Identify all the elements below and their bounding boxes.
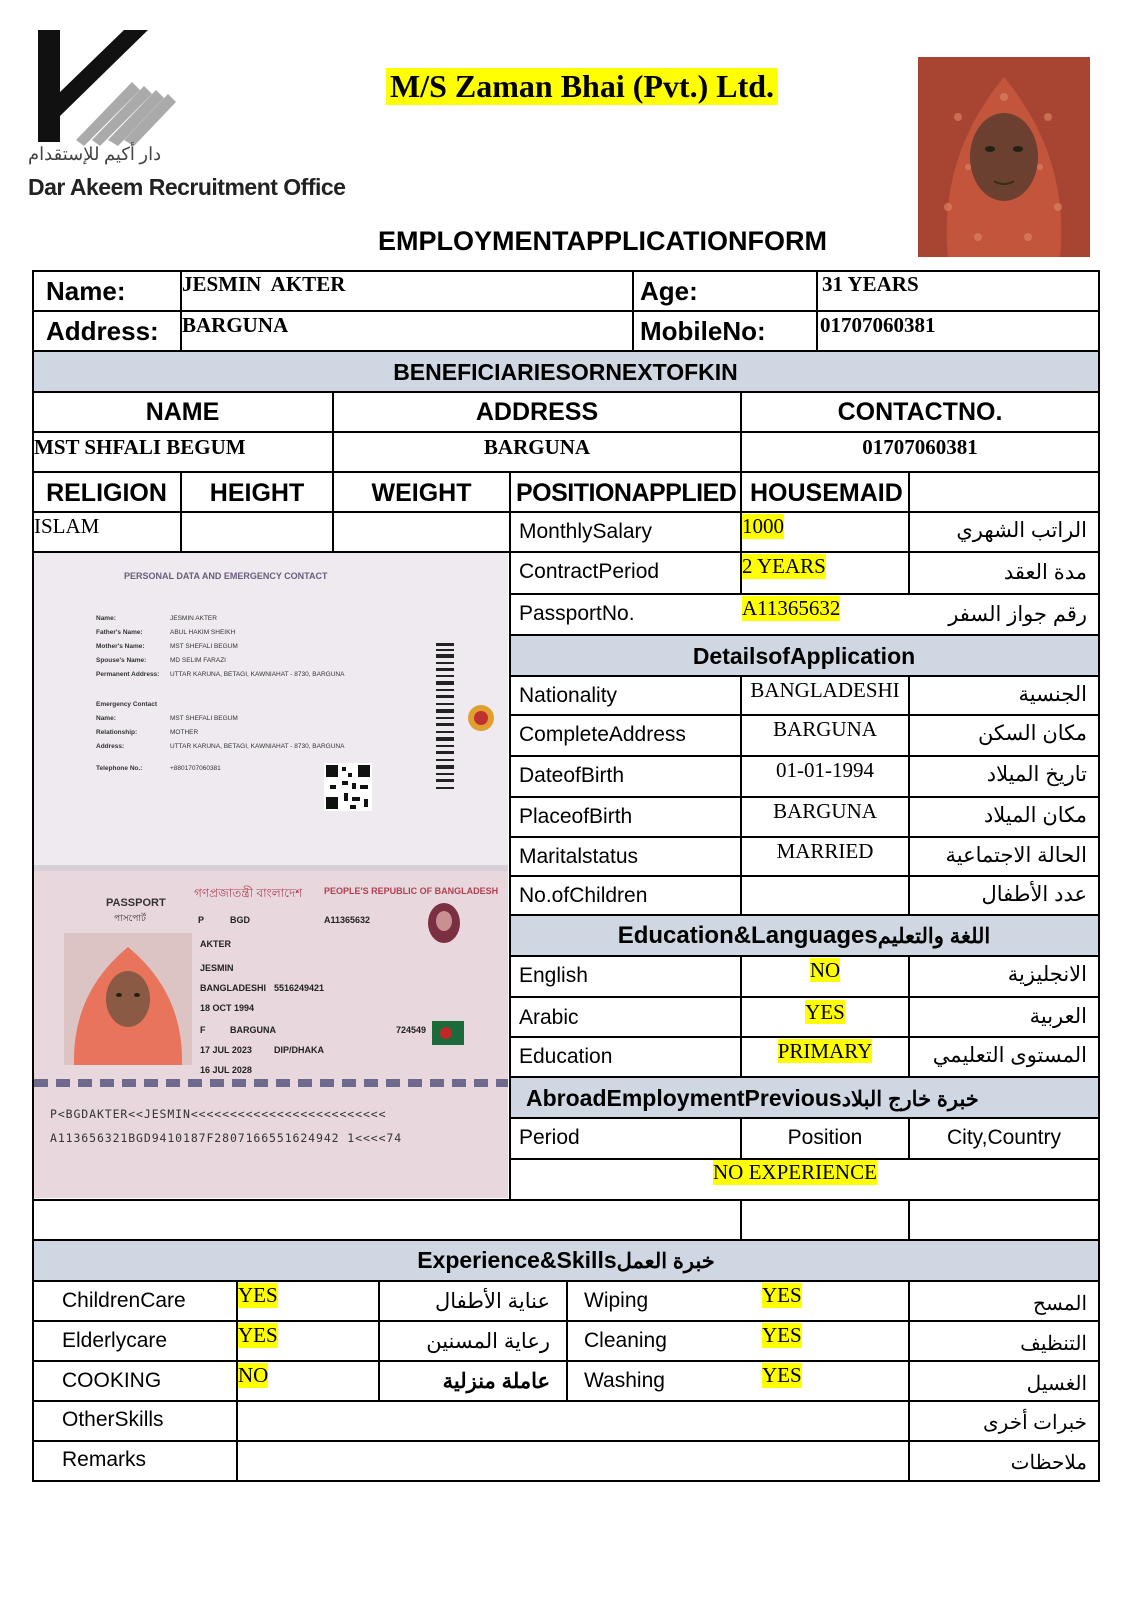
company-logo [28, 26, 358, 206]
passport-field-label: Name: [96, 715, 116, 722]
height-header: HEIGHT [209, 479, 305, 507]
passport-field-value: +8801707060381 [170, 765, 221, 772]
name-value[interactable]: JESMIN AKTER [182, 272, 346, 296]
passport-field-value: MST SHEFALI BEGUM [170, 715, 238, 722]
details-label: Nationality [519, 684, 618, 707]
passport-bio-value: P [198, 915, 205, 925]
passport-field-label: Mother's Name: [96, 643, 145, 650]
passport-field-value: UTTAR KARUNA, BETAGI, KAWNIAHAT - 8730, BARGUNA [170, 743, 345, 750]
remarks-label: Remarks [62, 1448, 147, 1471]
details-section-title: DetailsofApplication [692, 643, 916, 669]
other-skills-label: OtherSkills [62, 1408, 164, 1431]
skill-left-label: COOKING [62, 1369, 162, 1392]
bangladesh-flag-icon [432, 1021, 464, 1045]
passport-bio-page [34, 871, 508, 1198]
skills-title-en: Experience&Skills [417, 1247, 617, 1273]
education-section-title [509, 922, 1099, 950]
abroad-header-city: City,Country [947, 1126, 1061, 1149]
skill-left-arabic: رعاية المسنين [426, 1330, 550, 1353]
education-label: English [519, 964, 588, 987]
education-arabic: الانجليزية [1007, 963, 1087, 986]
details-arabic: الحالة الاجتماعية [945, 844, 1087, 867]
details-value[interactable]: MARRIED [776, 839, 874, 863]
passport-arabic: رقم جواز السفر [948, 603, 1087, 626]
skill-left-arabic: عناية الأطفال [434, 1290, 550, 1313]
education-arabic: العربية [1029, 1005, 1087, 1028]
passport-bio-value: AKTER [200, 939, 231, 949]
kin-address-value[interactable]: BARGUNA [483, 435, 591, 459]
weight-header: WEIGHT [371, 479, 472, 507]
education-title-ar: اللغة والتعليم [877, 925, 991, 948]
passport-bio-label-bn: পাসপোর্ট [114, 913, 146, 923]
details-label: No.ofChildren [519, 884, 648, 907]
details-arabic: عدد الأطفال [981, 883, 1087, 906]
passport-bio-value: 724549 [396, 1025, 427, 1035]
passport-field-label: Emergency Contact [96, 701, 158, 708]
details-arabic: مكان السكن [977, 722, 1087, 745]
skill-right-label: Cleaning [584, 1329, 667, 1352]
logo-k-icon [32, 28, 182, 146]
passport-portrait-icon [64, 933, 192, 1065]
abroad-title-ar: خبرة خارج البلاد [841, 1088, 979, 1111]
passport-bio-value: BANGLADESHI [200, 983, 267, 993]
details-value[interactable]: BARGUNA [773, 717, 877, 741]
education-label: Arabic [519, 1006, 579, 1029]
details-label: CompleteAddress [519, 723, 686, 746]
age-value[interactable]: 31 YEARS [822, 272, 919, 296]
passport-field-label: Father's Name: [96, 629, 143, 636]
education-value[interactable]: NO [809, 958, 841, 982]
position-value: HOUSEMAID [750, 479, 903, 507]
applicant-photo [918, 57, 1090, 257]
passport-photo [64, 933, 192, 1065]
details-arabic: الجنسية [1018, 683, 1087, 706]
passport-bio-value: BGD [230, 915, 250, 925]
religion-header: RELIGION [46, 479, 167, 507]
remarks-arabic: ملاحظات [1010, 1452, 1087, 1474]
mobile-value[interactable]: 01707060381 [820, 313, 936, 337]
other-skills-arabic: خبرات أخرى [983, 1412, 1087, 1434]
position-header: POSITIONAPPLIED [516, 479, 737, 507]
skill-left-value[interactable]: YES [238, 1323, 278, 1347]
kin-header-contact: CONTACTNO. [837, 398, 1003, 426]
period-label: ContractPeriod [519, 560, 660, 583]
applicant-portrait-icon [918, 57, 1090, 257]
details-value[interactable]: 01-01-1994 [776, 758, 874, 782]
education-value-cell [742, 1039, 908, 1064]
period-value[interactable]: 2 YEARS [742, 554, 826, 578]
passport-field-value: JESMIN AKTER [170, 615, 217, 622]
details-label: Maritalstatus [519, 845, 639, 868]
education-value[interactable]: YES [805, 1000, 845, 1024]
passport-field-label: Relationship: [96, 729, 138, 736]
skills-title-ar: خبرة العمل [616, 1250, 715, 1273]
logo-arabic-text: دار أكيم للإستقدام [28, 144, 162, 164]
education-value-cell [742, 958, 908, 983]
passport-bio-value: DIP/DHAKA [274, 1045, 325, 1055]
passport-bio-value: 5516249421 [274, 983, 325, 993]
skill-right-arabic: الغسيل [1026, 1373, 1087, 1395]
salary-arabic: الراتب الشهري [956, 519, 1087, 542]
skill-left-arabic: عاملة منزلية [442, 1370, 550, 1393]
company-name: M/S Zaman Bhai (Pvt.) Ltd. [386, 68, 778, 105]
skill-left-label: Elderlycare [62, 1329, 168, 1352]
details-arabic: مكان الميلاد [983, 804, 1087, 827]
passport-bio-value: JESMIN [200, 963, 234, 973]
period-arabic: مدة العقد [1003, 561, 1087, 584]
religion-value[interactable]: ISLAM [34, 514, 100, 538]
passport-bio-heading-bn: গণপ্রজাতন্ত্রী বাংলাদেশ [194, 886, 303, 900]
education-value-cell [742, 1000, 908, 1025]
skills-section-title [33, 1247, 1099, 1274]
education-arabic: المستوى التعليمي [932, 1044, 1087, 1067]
details-value[interactable]: BANGLADESHI [750, 678, 900, 702]
form-title: EMPLOYMENTAPPLICATIONFORM [378, 226, 827, 256]
passport-mrz-line1: P<BGDAKTER<<JESMIN<<<<<<<<<<<<<<<<<<<<<<<<< [50, 1107, 387, 1121]
kin-section-title: BENEFICIARIESORNEXTOFKIN [393, 359, 738, 385]
skill-right-arabic: المسح [1033, 1293, 1087, 1315]
passport-barcode-icon [434, 643, 460, 793]
passport-bio-heading: PEOPLE'S REPUBLIC OF BANGLADESH [324, 886, 499, 896]
skill-right-value[interactable]: YES [762, 1283, 802, 1307]
passport-bio-value: 17 JUL 2023 [200, 1045, 252, 1055]
age-label: Age: [640, 276, 698, 306]
skill-right-value[interactable]: YES [762, 1363, 802, 1387]
details-arabic: تاريخ الميلاد [986, 763, 1087, 786]
passport-field-label: Permanent Address: [96, 671, 160, 678]
abroad-no-experience[interactable]: NO EXPERIENCE [713, 1160, 877, 1184]
abroad-title-en: AbroadEmploymentPrevious [526, 1085, 842, 1111]
address-label: Address: [46, 316, 159, 346]
skill-right-arabic: التنظيف [1020, 1333, 1087, 1355]
address-value[interactable]: BARGUNA [182, 313, 289, 337]
salary-label: MonthlySalary [519, 520, 653, 543]
passport-field-label: Address: [96, 743, 125, 750]
passport-bio-value: 16 JUL 2028 [200, 1065, 252, 1075]
logo-english-text: Dar Akeem Recruitment Office [28, 174, 346, 200]
details-value[interactable]: BARGUNA [773, 799, 877, 823]
kin-contact-value[interactable]: 01707060381 [862, 435, 978, 459]
details-label: DateofBirth [519, 764, 625, 787]
skill-right-value[interactable]: YES [762, 1323, 802, 1347]
passport-data-heading: PERSONAL DATA AND EMERGENCY CONTACT [124, 571, 328, 581]
passport-bio-label: PASSPORT [106, 897, 166, 909]
passport-data-page [34, 553, 508, 865]
passport-field-value: MST SHEFALI BEGUM [170, 643, 238, 650]
passport-field-value: MD SELIM FARAZI [170, 657, 226, 664]
education-title-en: Education&Languages [617, 922, 878, 949]
passport-bio-value: A11365632 [324, 915, 371, 925]
skill-right-label: Wiping [584, 1289, 649, 1312]
passport-bio-value: F [200, 1025, 206, 1035]
passport-field-label: Spouse's Name: [96, 657, 147, 664]
passport-bio-value: BARGUNA [230, 1025, 276, 1035]
passport-ghost-photo-icon [426, 901, 462, 945]
passport-field-value: UTTAR KARUNA, BETAGI, KAWNIAHAT - 8730, BARGUNA [170, 671, 345, 678]
passport-value[interactable]: A11365632 [742, 596, 841, 620]
mobile-label: MobileNo: [640, 316, 766, 346]
salary-value[interactable]: 1000 [742, 514, 784, 538]
kin-name-value[interactable]: MST SHFALI BEGUM [34, 435, 246, 459]
education-label: Education [519, 1045, 613, 1068]
skill-left-value[interactable]: YES [238, 1283, 278, 1307]
name-label: Name: [46, 276, 126, 306]
passport-scan [34, 553, 508, 1198]
passport-label: PassportNo. [519, 602, 635, 625]
passport-mrz-line2: A113656321BGD9410187F2807166551624942 1<<<<74 [50, 1131, 403, 1145]
passport-strip [34, 1079, 508, 1087]
qr-code-icon [324, 763, 372, 811]
details-label: PlaceofBirth [519, 805, 633, 828]
abroad-section-title [526, 1085, 979, 1112]
passport-field-label: Telephone No.: [96, 765, 143, 772]
passport-field-label: Name: [96, 615, 116, 622]
passport-field-value: ABUL HAKIM SHEIKH [170, 629, 236, 636]
skill-right-label: Washing [584, 1369, 665, 1392]
abroad-header-position: Position [787, 1126, 863, 1149]
abroad-header-period: Period [519, 1126, 580, 1149]
skill-left-label: ChildrenCare [62, 1289, 186, 1312]
passport-field-value: MOTHER [170, 729, 199, 736]
bangladesh-emblem-icon [466, 703, 496, 733]
kin-header-name: NAME [145, 398, 220, 426]
education-value[interactable]: PRIMARY [777, 1039, 873, 1063]
kin-header-address: ADDRESS [475, 398, 599, 426]
passport-bio-value: 18 OCT 1994 [200, 1003, 255, 1013]
skill-left-value[interactable]: NO [238, 1363, 269, 1387]
